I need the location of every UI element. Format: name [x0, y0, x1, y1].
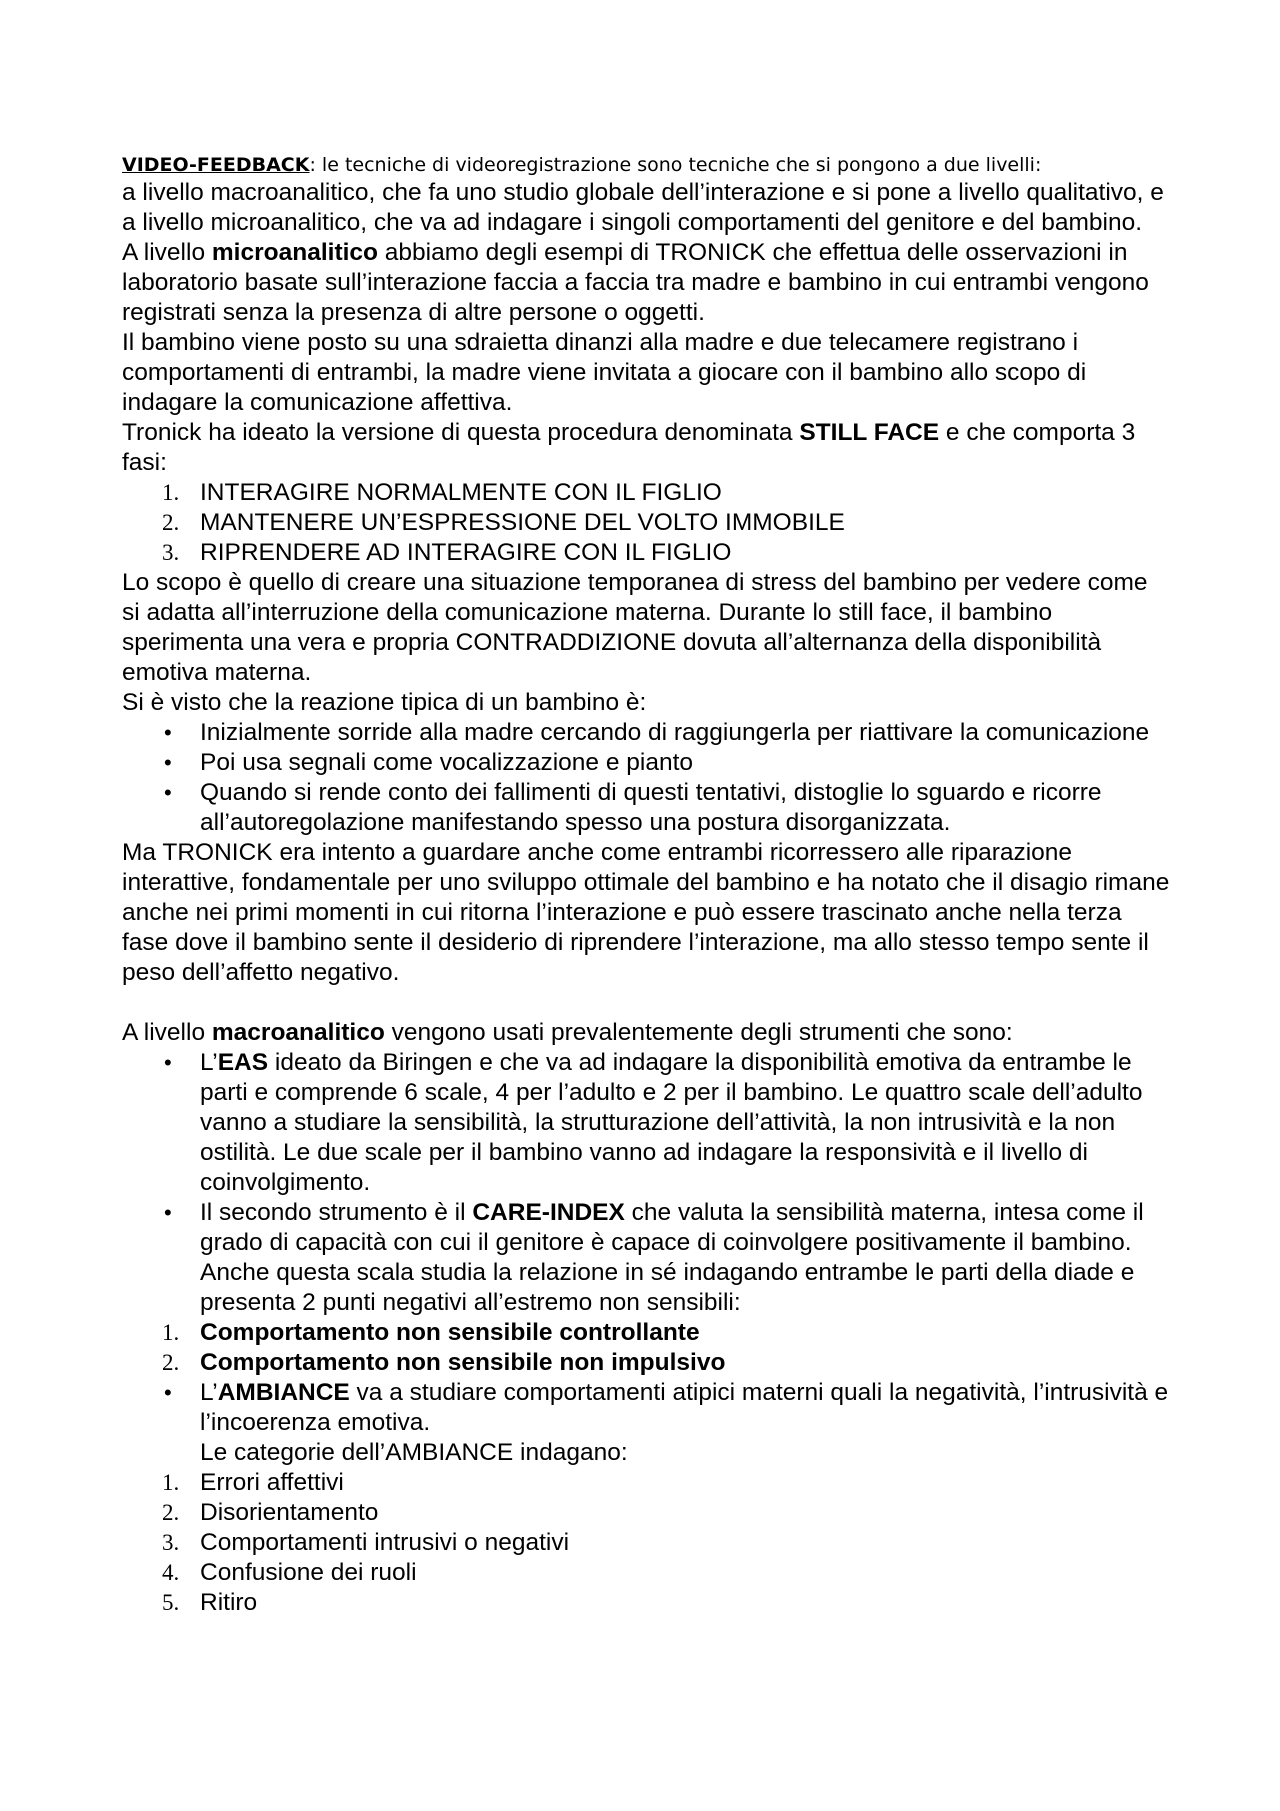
list-item-text: Inizialmente sorride alla madre cercando di raggiungerla per riattivare la comunicazione — [200, 719, 1150, 746]
list-item-eas — [122, 1048, 1170, 1198]
blank-line — [122, 988, 1170, 1018]
list-item-text: Comportamenti intrusivi o negativi — [200, 1529, 570, 1556]
text-run: L’ — [200, 1379, 218, 1406]
list-number: 2. — [162, 1500, 180, 1525]
heading-term: VIDEO-FEEDBACK — [122, 154, 310, 176]
list-item-ambiance — [122, 1378, 1170, 1468]
categories-list — [122, 1468, 1170, 1618]
phases-list — [122, 478, 1170, 568]
list-item — [122, 1348, 1170, 1378]
list-item-text: Errori affettivi — [200, 1469, 344, 1496]
bullet-icon: • — [164, 780, 172, 805]
list-item — [122, 748, 1170, 778]
paragraph-microanalytic — [122, 238, 1170, 328]
text-run: abbiamo degli esempi di TRONICK che effettua delle osservazioni in laboratorio basate sull’interazione faccia a faccia tra madre e bambino in cui entrambi vengono registrati senza la presenza di altre persone o oggetti. — [122, 239, 1149, 326]
list-number: 4. — [162, 1560, 180, 1585]
bold-term-microanalitico: microanalitico — [211, 239, 378, 266]
tools-list-eas-care — [122, 1048, 1170, 1318]
list-item — [122, 1468, 1170, 1498]
text-run: Tronick ha ideato la versione di questa procedura denominata — [122, 419, 800, 446]
text-run: L’ — [200, 1049, 218, 1076]
reactions-list — [122, 718, 1170, 838]
list-item — [122, 1318, 1170, 1348]
list-item-text: INTERAGIRE NORMALMENTE CON IL FIGLIO — [200, 479, 722, 506]
paragraph-levels: a livello macroanalitico, che fa uno studio globale dell’interazione e si pone a livello qualitativo, e a livello microanalitico, che va ad indagare i singoli comportamenti del genitore e del bambino. — [122, 179, 1164, 236]
list-item — [122, 778, 1170, 838]
bullet-icon: • — [164, 1050, 172, 1075]
text-run: che valuta la sensibilità materna, intesa come il grado di capacità con cui il genitore è capace di coinvolgere positivamente il bambino. Anche questa scala studia la relazione in sé indagando entrambe le parti della diade e presenta 2 punti negativi all’estremo non sensibili: — [200, 1199, 1144, 1316]
paragraph-repair: Ma TRONICK era intento a guardare anche come entrambi ricorressero alle riparazione interattive, fondamentale per uno sviluppo ottimale del bambino e ha notato che il disagio rimane anche nei primi momenti in cui ritorna l’interazione e può essere trascinato anche nella terza fase dove il bambino sente il desiderio di riprendere l’interazione, ma allo stesso tempo sente il peso dell’affetto negativo. — [122, 839, 1170, 986]
list-item-text: MANTENERE UN’ESPRESSIONE DEL VOLTO IMMOBILE — [200, 509, 845, 536]
text-run: va a studiare comportamenti atipici materni quali la negatività, l’intrusività e l’incoerenza emotiva. — [200, 1379, 1169, 1436]
list-number: 3. — [162, 1530, 180, 1555]
list-number: 5. — [162, 1590, 180, 1615]
text-run: ideato da Biringen e che va ad indagare la disponibilità emotiva da entrambe le parti e comprende 6 scale, 4 per l’adulto e 2 per il bambino. Le quattro scale dell’adulto vanno a studiare la sensibilità, la strutturazione dell’attività, la non intrusività e la non ostilità. Le due scale per il bambino vanno ad indagare la responsività e il livello di coinvolgimento. — [200, 1049, 1143, 1196]
list-item-text: Confusione dei ruoli — [200, 1559, 417, 1586]
list-item-text: Comportamento non sensibile non impulsivo — [200, 1349, 726, 1376]
care-points-list — [122, 1318, 1170, 1378]
text-run: Le categorie dell’AMBIANCE indagano: — [200, 1439, 628, 1466]
list-item — [122, 538, 1170, 568]
bold-term-care-index: CARE-INDEX — [472, 1199, 625, 1226]
list-item-text: RIPRENDERE AD INTERAGIRE CON IL FIGLIO — [200, 539, 732, 566]
paragraph-reaction-intro: Si è visto che la reazione tipica di un bambino è: — [122, 689, 647, 716]
text-run: Il secondo strumento è il — [200, 1199, 473, 1226]
list-item-text: Quando si rende conto dei fallimenti di questi tentativi, distoglie lo sguardo e ricorre all’autoregolazione manifestando spesso una postura disorganizzata. — [200, 779, 1102, 836]
list-item-text: Comportamento non sensibile controllante — [200, 1319, 700, 1346]
list-item — [122, 1588, 1170, 1618]
list-number: 2. — [162, 1350, 180, 1375]
list-item — [122, 1498, 1170, 1528]
tools-list-ambiance — [122, 1378, 1170, 1468]
paragraph-purpose: Lo scopo è quello di creare una situazione temporanea di stress del bambino per vedere come si adatta all’interruzione della comunicazione materna. Durante lo still face, il bambino sperimenta una vera e propria CONTRADDIZIONE dovuta all’alternanza della disponibilità emotiva materna. — [122, 569, 1148, 686]
text-run: vengono usati prevalentemente degli strumenti che sono: — [384, 1019, 1013, 1046]
list-item — [122, 1558, 1170, 1588]
text-run: A livello — [122, 1019, 212, 1046]
document-body — [122, 178, 1170, 1618]
list-item-care-index — [122, 1198, 1170, 1318]
list-item — [122, 1528, 1170, 1558]
heading-text: le tecniche di videoregistrazione sono tecniche che si pongono a due livelli: — [315, 154, 1042, 176]
list-number: 1. — [162, 1320, 180, 1345]
list-item-text: Disorientamento — [200, 1499, 379, 1526]
paragraph-still-face — [122, 418, 1170, 478]
list-number: 2. — [162, 510, 180, 535]
bold-term-ambiance: AMBIANCE — [217, 1379, 350, 1406]
bullet-icon: • — [164, 1380, 172, 1405]
bullet-icon: • — [164, 720, 172, 745]
paragraph-macroanalytic — [122, 1018, 1170, 1048]
bullet-icon: • — [164, 750, 172, 775]
list-item-text: Poi usa segnali come vocalizzazione e pianto — [200, 749, 694, 776]
list-item — [122, 508, 1170, 538]
text-run: A livello — [122, 239, 212, 266]
list-item — [122, 478, 1170, 508]
list-item-text: Ritiro — [200, 1589, 258, 1616]
section-heading — [122, 152, 1170, 178]
list-number: 3. — [162, 540, 180, 565]
bold-term-still-face: STILL FACE — [799, 419, 940, 446]
bullet-icon: • — [164, 1200, 172, 1225]
list-number: 1. — [162, 480, 180, 505]
bold-term-eas: EAS — [217, 1049, 269, 1076]
heading-separator: : — [309, 154, 316, 176]
text-run: e che comporta 3 fasi: — [122, 419, 1136, 476]
bold-term-macroanalitico: macroanalitico — [211, 1019, 385, 1046]
paragraph-setup: Il bambino viene posto su una sdraietta dinanzi alla madre e due telecamere registrano i comportamenti di entrambi, la madre viene invitata a giocare con il bambino allo scopo di indagare la comunicazione affettiva. — [122, 329, 1087, 416]
list-number: 1. — [162, 1470, 180, 1495]
list-item — [122, 718, 1170, 748]
